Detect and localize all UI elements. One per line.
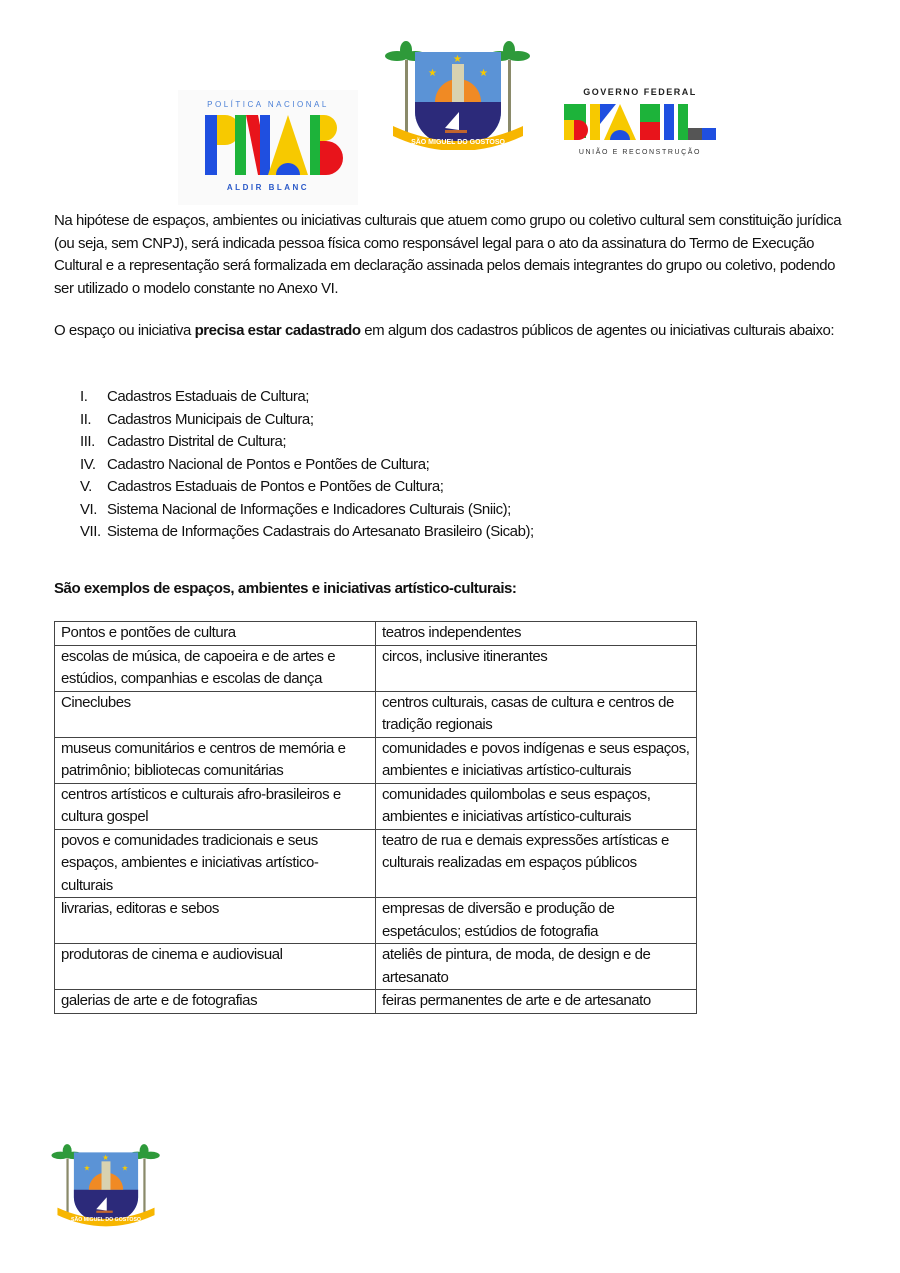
crest-banner-text: SÃO MIGUEL DO GOSTOSO	[411, 139, 505, 146]
pnab-logo	[178, 90, 358, 205]
footer-crest-banner-text: SÃO MIGUEL DO GOSTOSO	[71, 1217, 141, 1224]
list-text: Cadastro Nacional de Pontos e Pontões de Cultura;	[107, 455, 430, 473]
table-row	[55, 829, 697, 898]
table-cell: comunidades quilombolas e seus espaços, ambientes e iniciativas artístico-culturais	[376, 783, 697, 829]
svg-text:★: ★	[453, 54, 462, 65]
table-cell: livrarias, editoras e sebos	[55, 898, 376, 944]
svg-text:★: ★	[102, 1152, 109, 1162]
paragraph-cadastro-before: O espaço ou iniciativa	[54, 322, 195, 339]
table-row	[55, 898, 697, 944]
table-row	[55, 645, 697, 691]
list-text: Cadastros Estaduais de Pontos e Pontões de Cultura;	[107, 478, 444, 495]
table-cell: produtoras de cinema e audiovisual	[55, 944, 376, 990]
municipal-crest-logo	[383, 40, 533, 150]
table-cell: ateliês de pintura, de moda, de design e de artesanato	[376, 944, 697, 990]
table-row	[55, 944, 697, 990]
brasil-wordmark-icon	[560, 100, 720, 170]
paragraph-cadastro-after: em algum dos cadastros públicos de agentes ou iniciativas culturais abaixo:	[360, 322, 835, 339]
cadastros-list	[54, 386, 846, 544]
table-cell: teatros independentes	[376, 622, 697, 646]
paragraph-grupo-coletivo: Na hipótese de espaços, ambientes ou iniciativas culturais que atuem como grupo ou coletivo cultural sem constituição jurídica (ou seja, sem CNPJ), será indicada pessoa física como responsável legal para o ato da assinatura do Termo de Execução Cultural e a representação será formalizada em declaração assinada pelos demais integrantes do grupo ou coletivo, podendo ser utilizado o modelo constante no Anexo VI.	[54, 212, 842, 297]
table-cell: circos, inclusive itinerantes	[376, 645, 697, 691]
crest-icon	[50, 1142, 162, 1227]
list-numeral: VII.	[80, 523, 101, 540]
pnab-bottom-text: ALDIR BLANC	[226, 183, 310, 192]
table-row	[55, 622, 697, 646]
examples-table	[54, 621, 697, 1014]
table-cell: Cineclubes	[55, 691, 376, 737]
list-numeral: VI.	[80, 500, 97, 518]
table-row	[55, 691, 697, 737]
list-text: Cadastros Estaduais de Cultura;	[107, 388, 309, 405]
list-item	[54, 431, 846, 454]
table-cell: feiras permanentes de arte e de artesanato	[376, 990, 697, 1014]
table-cell: galerias de arte e de fotografias	[55, 990, 376, 1014]
table-row	[55, 990, 697, 1014]
crest-icon	[383, 40, 533, 150]
table-cell: comunidades e povos indígenas e seus espaços, ambientes e iniciativas artístico-culturais	[376, 737, 697, 783]
table-row	[55, 737, 697, 783]
list-text: Sistema Nacional de Informações e Indicadores Culturais (Sniic);	[107, 500, 511, 518]
footer-crest-logo	[50, 1142, 162, 1227]
list-numeral: II.	[80, 410, 92, 428]
list-text: Cadastro Distrital de Cultura;	[107, 433, 287, 450]
svg-text:★: ★	[121, 1163, 129, 1173]
table-cell: empresas de diversão e produção de espetáculos; estúdios de fotografia	[376, 898, 697, 944]
governo-federal-text: GOVERNO FEDERAL	[583, 87, 697, 97]
examples-heading: São exemplos de espaços, ambientes e iniciativas artístico-culturais:	[54, 580, 517, 597]
table-cell: povos e comunidades tradicionais e seus espaços, ambientes e iniciativas artístico-culturais	[55, 829, 376, 898]
list-numeral: IV.	[80, 455, 96, 473]
list-numeral: III.	[80, 433, 95, 450]
governo-federal-logo	[560, 80, 720, 195]
list-text: Cadastros Municipais de Cultura;	[107, 410, 314, 428]
paragraph-cadastro	[54, 320, 846, 343]
header	[0, 40, 900, 192]
table-cell: centros artísticos e culturais afro-brasileiros e cultura gospel	[55, 783, 376, 829]
table-cell: teatro de rua e demais expressões artísticas e culturais realizadas em espaços públicos	[376, 829, 697, 898]
list-item	[54, 499, 846, 522]
list-item	[54, 521, 846, 544]
pnab-top-text: POLÍTICA NACIONAL	[207, 100, 329, 109]
list-text: Sistema de Informações Cadastrais do Artesanato Brasileiro (Sicab);	[107, 523, 534, 540]
svg-text:★: ★	[83, 1163, 91, 1173]
table-cell: Pontos e pontões de cultura	[55, 622, 376, 646]
svg-text:★: ★	[479, 68, 488, 79]
uniao-reconstrucao-text: UNIÃO E RECONSTRUÇÃO	[578, 149, 702, 156]
table-row	[55, 783, 697, 829]
list-numeral: I.	[80, 388, 88, 405]
table-cell: museus comunitários e centros de memória e patrimônio; bibliotecas comunitárias	[55, 737, 376, 783]
svg-text:★: ★	[428, 68, 437, 79]
paragraph-cadastro-bold: precisa estar cadastrado	[194, 322, 361, 339]
list-item	[54, 409, 846, 432]
list-item	[54, 454, 846, 477]
list-numeral: V.	[80, 478, 92, 495]
table-cell: centros culturais, casas de cultura e centros de tradição regionais	[376, 691, 697, 737]
list-item	[54, 476, 846, 499]
table-cell: escolas de música, de capoeira e de artes e estúdios, companhias e escolas de dança	[55, 645, 376, 691]
list-item	[54, 386, 846, 409]
examples-table-body	[55, 622, 697, 1014]
